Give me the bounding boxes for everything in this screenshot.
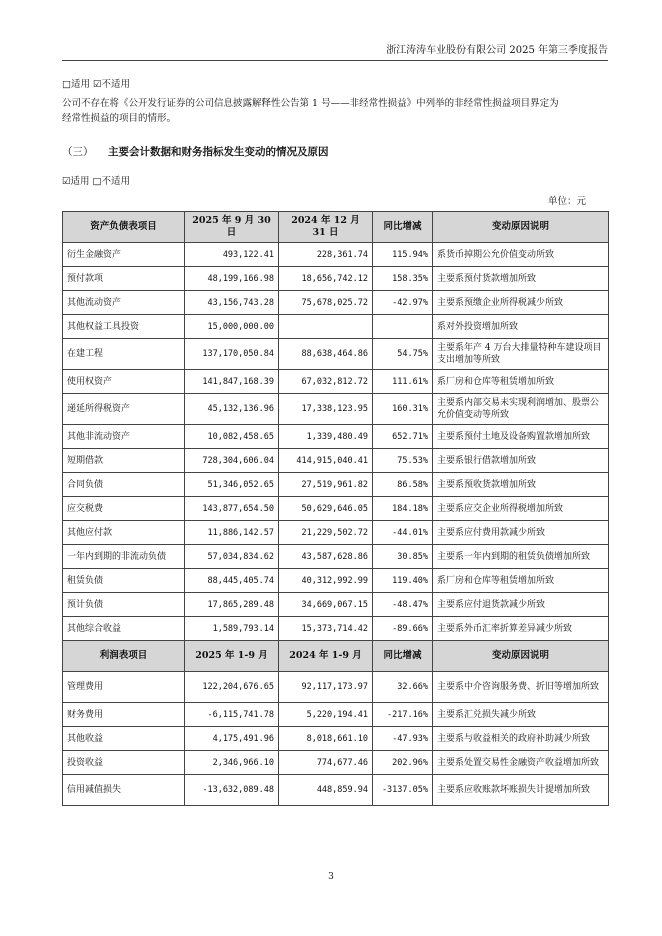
- prior-value-cell: 43,587,628.86: [279, 545, 373, 569]
- table-row: [63, 521, 609, 545]
- current-value-cell: 10,082,458.65: [185, 425, 279, 449]
- reason-cell: 主要系银行借款增加所致: [433, 449, 609, 473]
- prior-value-cell: 67,032,812.72: [279, 370, 373, 394]
- current-value-cell: 48,199,166.98: [185, 267, 279, 291]
- report-title: 浙江涛涛车业股份有限公司 2025 年第三季度报告: [386, 45, 608, 56]
- current-value-cell: 143,877,654.50: [185, 497, 279, 521]
- section-number: （三）: [62, 146, 94, 158]
- change-cell: -47.93%: [373, 727, 433, 751]
- change-cell: 30.85%: [373, 545, 433, 569]
- income-statement-header-row: [63, 641, 609, 672]
- current-value-cell: 57,034,834.62: [185, 545, 279, 569]
- prior-value-cell: 1,339,480.49: [279, 425, 373, 449]
- reason-cell: 主要系应付费用款减少所致: [433, 521, 609, 545]
- item-cell: 预付款项: [63, 267, 185, 291]
- item-cell: 租赁负债: [63, 569, 185, 593]
- column-header: 2025 年 1-9 月: [185, 641, 279, 672]
- change-cell: -217.16%: [373, 703, 433, 727]
- reason-cell: 主要系预付货款增加所致: [433, 267, 609, 291]
- column-header: 2024 年 12 月 31 日: [279, 212, 373, 243]
- item-cell: 其他应付款: [63, 521, 185, 545]
- prior-value-cell: 18,656,742.12: [279, 267, 373, 291]
- table-row: [63, 339, 609, 370]
- current-value-cell: 137,170,050.84: [185, 339, 279, 370]
- item-cell: 一年内到期的非流动负债: [63, 545, 185, 569]
- applicability-checkbox-top: □适用 ☑不适用: [62, 79, 131, 90]
- change-cell: 54.75%: [373, 339, 433, 370]
- page-number: 3: [328, 872, 334, 882]
- change-cell: 111.61%: [373, 370, 433, 394]
- current-value-cell: 15,000,000.00: [185, 315, 279, 339]
- prior-value-cell: [279, 315, 373, 339]
- reason-cell: 主要系预缴企业所得税减少所致: [433, 291, 609, 315]
- column-header: 利润表项目: [63, 641, 185, 672]
- prior-value-cell: 17,338,123.95: [279, 394, 373, 425]
- table-row: [63, 751, 609, 775]
- prior-value-cell: 228,361.74: [279, 243, 373, 267]
- item-cell: 信用减值损失: [63, 775, 185, 806]
- item-cell: 预计负债: [63, 593, 185, 617]
- reason-cell: 主要系中介咨询服务费、折旧等增加所致: [433, 672, 609, 703]
- financial-changes-table: [62, 211, 609, 806]
- current-value-cell: -13,632,089.48: [185, 775, 279, 806]
- prior-value-cell: 15,373,714.42: [279, 617, 373, 641]
- page-header: [62, 44, 608, 61]
- reason-cell: 主要系应付退货款减少所致: [433, 593, 609, 617]
- current-value-cell: 141,847,168.39: [185, 370, 279, 394]
- column-header: 同比增减: [373, 212, 433, 243]
- current-value-cell: 88,445,405.74: [185, 569, 279, 593]
- current-value-cell: 122,204,676.65: [185, 672, 279, 703]
- current-value-cell: 51,346,052.65: [185, 473, 279, 497]
- reason-cell: 主要系年产 4 万台大排量特种车建设项目支出增加等所致: [433, 339, 609, 370]
- change-cell: 652.71%: [373, 425, 433, 449]
- change-cell: 86.58%: [373, 473, 433, 497]
- prior-value-cell: 414,915,040.41: [279, 449, 373, 473]
- table-row: [63, 727, 609, 751]
- table-row: [63, 703, 609, 727]
- applicability-checkbox-section: ☑适用 □不适用: [62, 176, 131, 187]
- item-cell: 应交税费: [63, 497, 185, 521]
- column-header: 变动原因说明: [433, 641, 609, 672]
- reason-cell: 主要系处置交易性金融资产收益增加所致: [433, 751, 609, 775]
- change-cell: [373, 315, 433, 339]
- current-value-cell: 17,865,289.48: [185, 593, 279, 617]
- prior-value-cell: 34,669,067.15: [279, 593, 373, 617]
- section-title: 主要会计数据和财务指标发生变动的情况及原因: [108, 146, 329, 158]
- table-row: [63, 672, 609, 703]
- reason-cell: 主要系预收货款增加所致: [433, 473, 609, 497]
- table-row: [63, 473, 609, 497]
- table-row: [63, 291, 609, 315]
- table-row: [63, 497, 609, 521]
- prior-value-cell: 5,220,194.41: [279, 703, 373, 727]
- reason-cell: 主要系一年内到期的租赁负债增加所致: [433, 545, 609, 569]
- prior-value-cell: 27,519,961.82: [279, 473, 373, 497]
- column-header: 资产负债表项目: [63, 212, 185, 243]
- reason-cell: 主要系汇兑损失减少所致: [433, 703, 609, 727]
- prior-value-cell: 92,117,173.97: [279, 672, 373, 703]
- item-cell: 其他非流动资产: [63, 425, 185, 449]
- change-cell: -48.47%: [373, 593, 433, 617]
- prior-value-cell: 75,678,025.72: [279, 291, 373, 315]
- current-value-cell: -6,115,741.78: [185, 703, 279, 727]
- reason-cell: 主要系与收益相关的政府补助减少所致: [433, 727, 609, 751]
- current-value-cell: 1,589,793.14: [185, 617, 279, 641]
- prior-value-cell: 50,629,646.05: [279, 497, 373, 521]
- current-value-cell: 2,346,966.10: [185, 751, 279, 775]
- table-row: [63, 775, 609, 806]
- column-header: 2025 年 9 月 30 日: [185, 212, 279, 243]
- non-recurring-note: [62, 96, 602, 126]
- table-row: [63, 593, 609, 617]
- item-cell: 投资收益: [63, 751, 185, 775]
- table-row: [63, 569, 609, 593]
- current-value-cell: 4,175,491.96: [185, 727, 279, 751]
- current-value-cell: 728,304,606.04: [185, 449, 279, 473]
- prior-value-cell: 774,677.46: [279, 751, 373, 775]
- reason-cell: 主要系预付土地及设备购置款增加所致: [433, 425, 609, 449]
- current-value-cell: 493,122.41: [185, 243, 279, 267]
- table-row: [63, 425, 609, 449]
- column-header: 同比增减: [373, 641, 433, 672]
- column-header: 变动原因说明: [433, 212, 609, 243]
- change-cell: -42.97%: [373, 291, 433, 315]
- change-cell: 158.35%: [373, 267, 433, 291]
- item-cell: 其他流动资产: [63, 291, 185, 315]
- item-cell: 使用权资产: [63, 370, 185, 394]
- reason-cell: 主要系应收账款坏账损失计提增加所致: [433, 775, 609, 806]
- section-heading: [62, 144, 329, 160]
- note-line-2: 经常性损益的项目的情形。: [62, 113, 177, 124]
- change-cell: 160.31%: [373, 394, 433, 425]
- item-cell: 管理费用: [63, 672, 185, 703]
- change-cell: 115.94%: [373, 243, 433, 267]
- table-row: [63, 545, 609, 569]
- current-value-cell: 45,132,136.96: [185, 394, 279, 425]
- reason-cell: 系厂房和仓库等租赁增加所致: [433, 370, 609, 394]
- item-cell: 其他权益工具投资: [63, 315, 185, 339]
- current-value-cell: 43,156,743.28: [185, 291, 279, 315]
- item-cell: 合同负债: [63, 473, 185, 497]
- item-cell: 财务费用: [63, 703, 185, 727]
- table-row: [63, 370, 609, 394]
- prior-value-cell: 8,018,661.10: [279, 727, 373, 751]
- prior-value-cell: 40,312,992.99: [279, 569, 373, 593]
- item-cell: 其他综合收益: [63, 617, 185, 641]
- unit-label: 单位：元: [547, 196, 586, 207]
- item-cell: 在建工程: [63, 339, 185, 370]
- table-row: [63, 449, 609, 473]
- change-cell: 75.53%: [373, 449, 433, 473]
- table-row: [63, 617, 609, 641]
- note-line-1: 公司不存在将《公开发行证券的公司信息披露解释性公告第 1 号——非经常性损益》中列举的非经常性损益项目界定为: [62, 98, 559, 109]
- current-value-cell: 11,886,142.57: [185, 521, 279, 545]
- item-cell: 其他收益: [63, 727, 185, 751]
- change-cell: 119.40%: [373, 569, 433, 593]
- prior-value-cell: 448,859.94: [279, 775, 373, 806]
- reason-cell: 主要系应交企业所得税增加所致: [433, 497, 609, 521]
- item-cell: 衍生金融资产: [63, 243, 185, 267]
- change-cell: 202.96%: [373, 751, 433, 775]
- change-cell: 32.66%: [373, 672, 433, 703]
- reason-cell: 主要系内部交易未实现利润增加、股票公允价值变动等所致: [433, 394, 609, 425]
- balance-sheet-header-row: [63, 212, 609, 243]
- reason-cell: 主要系外币汇率折算差异减少所致: [433, 617, 609, 641]
- change-cell: -44.01%: [373, 521, 433, 545]
- table-row: [63, 243, 609, 267]
- change-cell: -89.66%: [373, 617, 433, 641]
- change-cell: -3137.05%: [373, 775, 433, 806]
- reason-cell: 系对外投资增加所致: [433, 315, 609, 339]
- prior-value-cell: 21,229,502.72: [279, 521, 373, 545]
- reason-cell: 系货币掉期公允价值变动所致: [433, 243, 609, 267]
- item-cell: 递延所得税资产: [63, 394, 185, 425]
- change-cell: 184.18%: [373, 497, 433, 521]
- table-row: [63, 394, 609, 425]
- table-row: [63, 315, 609, 339]
- table-row: [63, 267, 609, 291]
- reason-cell: 系厂房和仓库等租赁增加所致: [433, 569, 609, 593]
- column-header: 2024 年 1-9 月: [279, 641, 373, 672]
- prior-value-cell: 88,638,464.86: [279, 339, 373, 370]
- item-cell: 短期借款: [63, 449, 185, 473]
